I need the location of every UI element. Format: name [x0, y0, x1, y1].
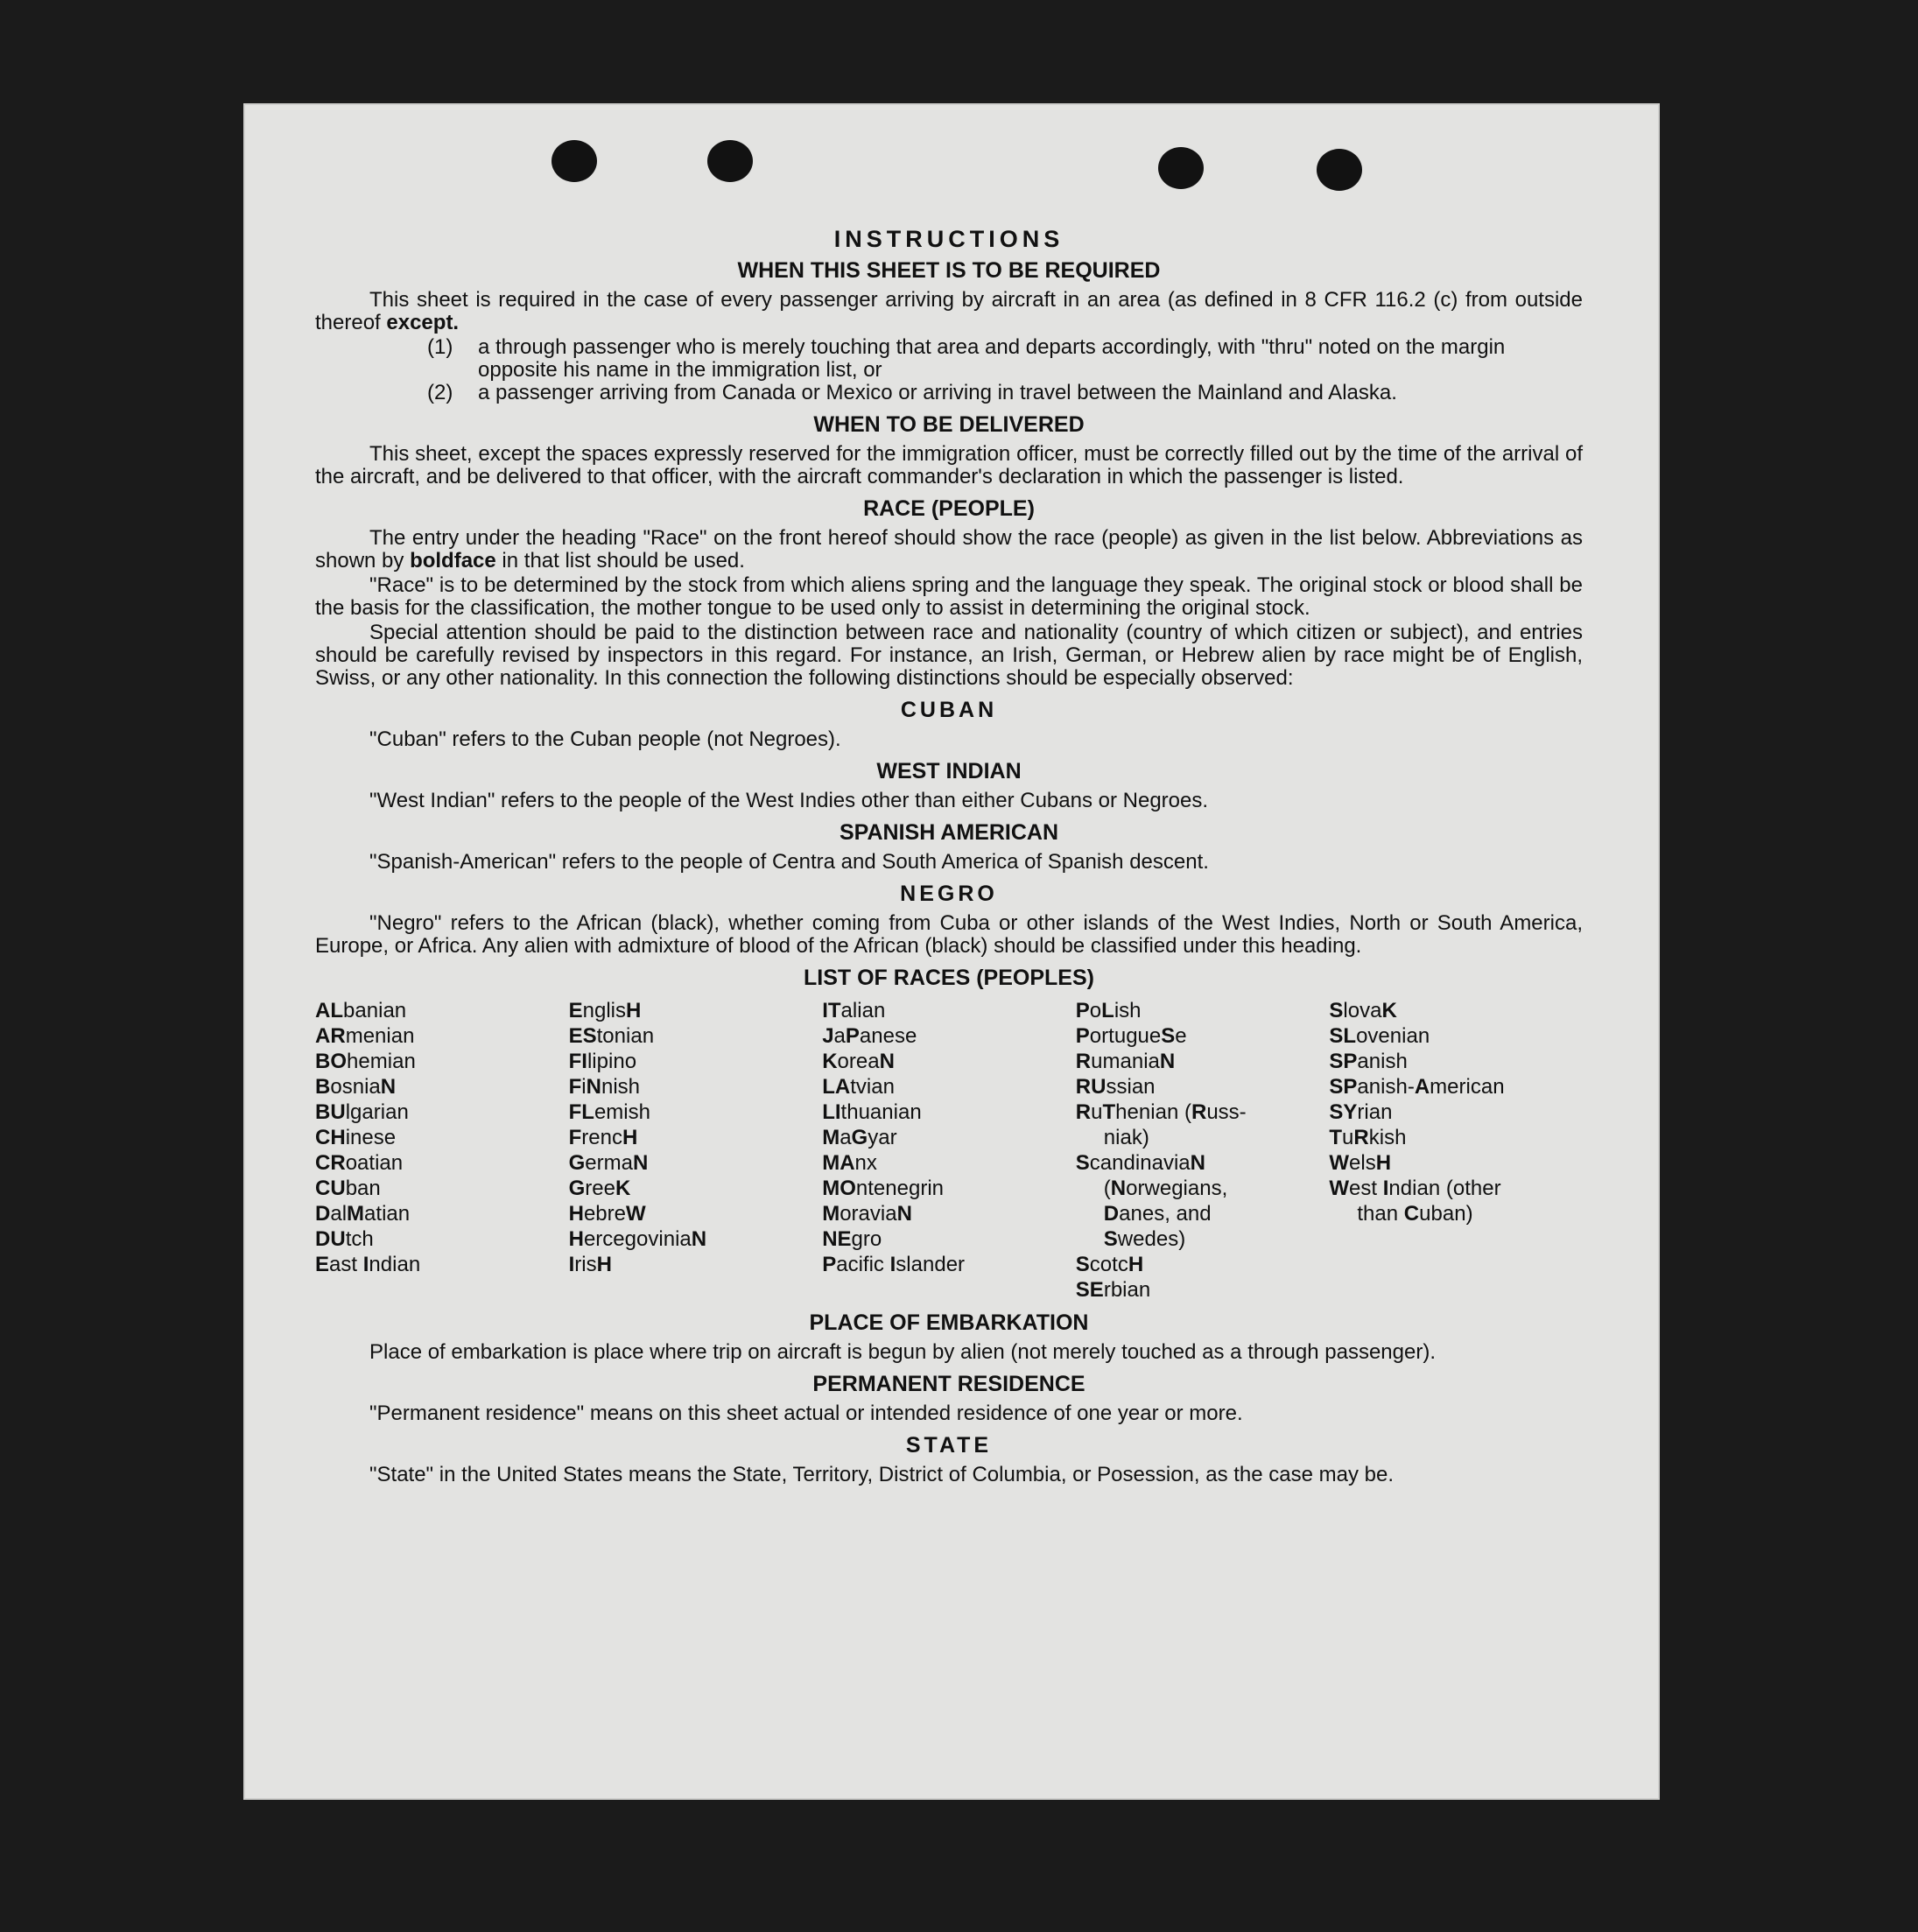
- page-title: INSTRUCTIONS: [833, 226, 1064, 252]
- spanish-american-text: "Spanish-American" refers to the people of Centra and South America of Spanish descent.: [369, 850, 1209, 874]
- section-heading-required: WHEN THIS SHEET IS TO BE REQUIRED: [737, 258, 1161, 283]
- cuban-text: "Cuban" refers to the Cuban people (not Negroes).: [369, 727, 841, 751]
- section-heading-delivered: WHEN TO BE DELIVERED: [813, 412, 1085, 437]
- race-item: BosniaN: [315, 1075, 397, 1099]
- delivered-text: This sheet, except the spaces expressly reserved for the immigration officer, must be correctly filled out by the time of the arrival of the aircraft, and be delivered to that officer, with the aircraft commander's declaration in which the passenger is listed.: [315, 442, 1583, 488]
- section-heading-races-list: LIST OF RACES (PEOPLES): [804, 966, 1094, 990]
- race-item: ALbanian: [315, 999, 407, 1022]
- race-item: RumaniaN: [1075, 1050, 1176, 1073]
- race-item: PortugueSe: [1075, 1024, 1187, 1048]
- races-column-3: [822, 998, 1076, 1303]
- race-item: CRoatian: [315, 1151, 404, 1175]
- race-item: SPanish-American: [1329, 1075, 1505, 1099]
- race-item-continued: Danes, and: [1103, 1202, 1212, 1226]
- race-item: GermaN: [568, 1151, 649, 1175]
- race-paragraph-2: "Race" is to be determined by the stock from which aliens spring and the language they speak. The original stock or blood shall be the basis for the classification, the mother tongue to be used only to assist in determining the original stock.: [315, 573, 1583, 620]
- race-item: CHinese: [315, 1126, 397, 1149]
- race-item: LIthuanian: [822, 1100, 922, 1124]
- race-item: HercegoviniaN: [568, 1227, 707, 1251]
- race-item: NEgro: [822, 1227, 882, 1251]
- race-item: BOhemian: [315, 1050, 416, 1073]
- required-intro: This sheet is required in the case of every passenger arriving by aircraft in an area (as defined in 8 CFR 116.2 (c) from outside thereof except.: [315, 288, 1583, 334]
- races-column-4: [1076, 998, 1330, 1303]
- race-item: ARmenian: [315, 1024, 415, 1048]
- race-paragraph-3: Special attention should be paid to the distinction between race and nationality (country of which citizen or subject), and entries should be carefully revised by inspectors in this regard. For instance, an Irish, German, or Hebrew alien by race might be of English, Swiss, or any other nationality. In this connection the following distinctions should be especially observed:: [315, 621, 1583, 690]
- race-item: FLemish: [568, 1100, 650, 1124]
- section-heading-cuban: CUBAN: [900, 698, 998, 722]
- race-item: CUban: [315, 1177, 381, 1200]
- race-item: West Indian (other: [1329, 1177, 1501, 1200]
- race-item: FrencH: [568, 1126, 638, 1149]
- state-text: "State" in the United States means the State, Territory, District of Columbia, or Posession, as the case may be.: [369, 1463, 1395, 1486]
- race-item: SLovenian: [1329, 1024, 1430, 1048]
- section-heading-spanish-american: SPANISH AMERICAN: [839, 820, 1058, 845]
- sheet-content: [315, 228, 1583, 1488]
- race-item: SErbian: [1075, 1278, 1151, 1302]
- section-heading-west-indian: WEST INDIAN: [876, 759, 1022, 783]
- race-item: MAnx: [822, 1151, 877, 1175]
- race-item: EnglisH: [568, 999, 642, 1022]
- race-item: JaPanese: [822, 1024, 917, 1048]
- races-list: [315, 998, 1583, 1303]
- races-column-1: [315, 998, 569, 1303]
- race-item-continued: (Norwegians,: [1103, 1177, 1228, 1200]
- race-item-continued: niak): [1103, 1126, 1149, 1149]
- race-item: Pacific Islander: [822, 1253, 966, 1276]
- race-item: FiNnish: [568, 1075, 641, 1099]
- race-item: SPanish: [1329, 1050, 1408, 1073]
- race-item-continued: Swedes): [1103, 1227, 1186, 1251]
- exception-item-1: (1) a through passenger who is merely touching that area and departs accordingly, with "thru" noted on the margin opposite his name in the immigration list, or: [427, 335, 1506, 382]
- section-heading-residence: PERMANENT RESIDENCE: [812, 1372, 1085, 1396]
- race-item: LAtvian: [822, 1075, 895, 1099]
- race-item: RUssian: [1075, 1075, 1156, 1099]
- race-item: MoraviaN: [822, 1202, 912, 1226]
- race-item: ScotcH: [1075, 1253, 1144, 1276]
- race-item: RuThenian (Russ-: [1075, 1100, 1247, 1124]
- race-item: IrisH: [568, 1253, 612, 1276]
- residence-text: "Permanent residence" means on this sheet actual or intended residence of one year or more.: [369, 1402, 1243, 1425]
- race-item: PoLish: [1075, 999, 1142, 1022]
- section-heading-state: STATE: [905, 1433, 993, 1458]
- race-paragraph-1: The entry under the heading "Race" on the front hereof should show the race (people) as given in the list below. Abbreviations as shown by boldface in that list should be used.: [315, 526, 1583, 573]
- race-item: MaGyar: [822, 1126, 897, 1149]
- punch-hole: [1317, 149, 1362, 191]
- except-keyword: except.: [386, 311, 460, 334]
- race-item: BUlgarian: [315, 1100, 409, 1124]
- races-column-5: [1329, 998, 1583, 1303]
- race-item: ITalian: [822, 999, 886, 1022]
- race-item: HebreW: [568, 1202, 646, 1226]
- exception-item-2: (2) a passenger arriving from Canada or Mexico or arriving in travel between the Mainland and Alaska.: [427, 381, 1397, 404]
- race-item-continued: than Cuban): [1357, 1202, 1473, 1226]
- section-heading-embarkation: PLACE OF EMBARKATION: [809, 1310, 1089, 1335]
- boldface-word: boldface: [410, 549, 496, 573]
- west-indian-text: "West Indian" refers to the people of the West Indies other than either Cubans or Negroes.: [369, 789, 1209, 812]
- race-item: MOntenegrin: [822, 1177, 945, 1200]
- race-item: DalMatian: [315, 1202, 411, 1226]
- race-item: East Indian: [315, 1253, 421, 1276]
- negro-text: "Negro" refers to the African (black), whether coming from Cuba or other islands of the West Indies, North or South America, Europe, or Africa. Any alien with admixture of blood of the African (black) should be classified under this heading.: [315, 911, 1583, 958]
- race-item: KoreaN: [822, 1050, 895, 1073]
- instruction-sheet: [243, 103, 1660, 1800]
- race-item: SlovaK: [1329, 999, 1397, 1022]
- race-item: FIlipino: [568, 1050, 637, 1073]
- race-item: TuRkish: [1329, 1126, 1407, 1149]
- race-item: SYrian: [1329, 1100, 1393, 1124]
- punch-hole: [552, 140, 597, 182]
- races-column-2: [569, 998, 823, 1303]
- section-heading-negro: NEGRO: [900, 882, 998, 906]
- punch-hole: [707, 140, 753, 182]
- race-item: GreeK: [568, 1177, 631, 1200]
- race-item: DUtch: [315, 1227, 374, 1251]
- section-heading-race: RACE (PEOPLE): [863, 496, 1035, 521]
- punch-hole: [1158, 147, 1204, 189]
- race-item: WelsH: [1329, 1151, 1392, 1175]
- race-item: ScandinaviaN: [1075, 1151, 1205, 1175]
- embarkation-text: Place of embarkation is place where trip on aircraft is begun by alien (not merely touched as a through passenger).: [369, 1340, 1436, 1364]
- race-item: EStonian: [568, 1024, 655, 1048]
